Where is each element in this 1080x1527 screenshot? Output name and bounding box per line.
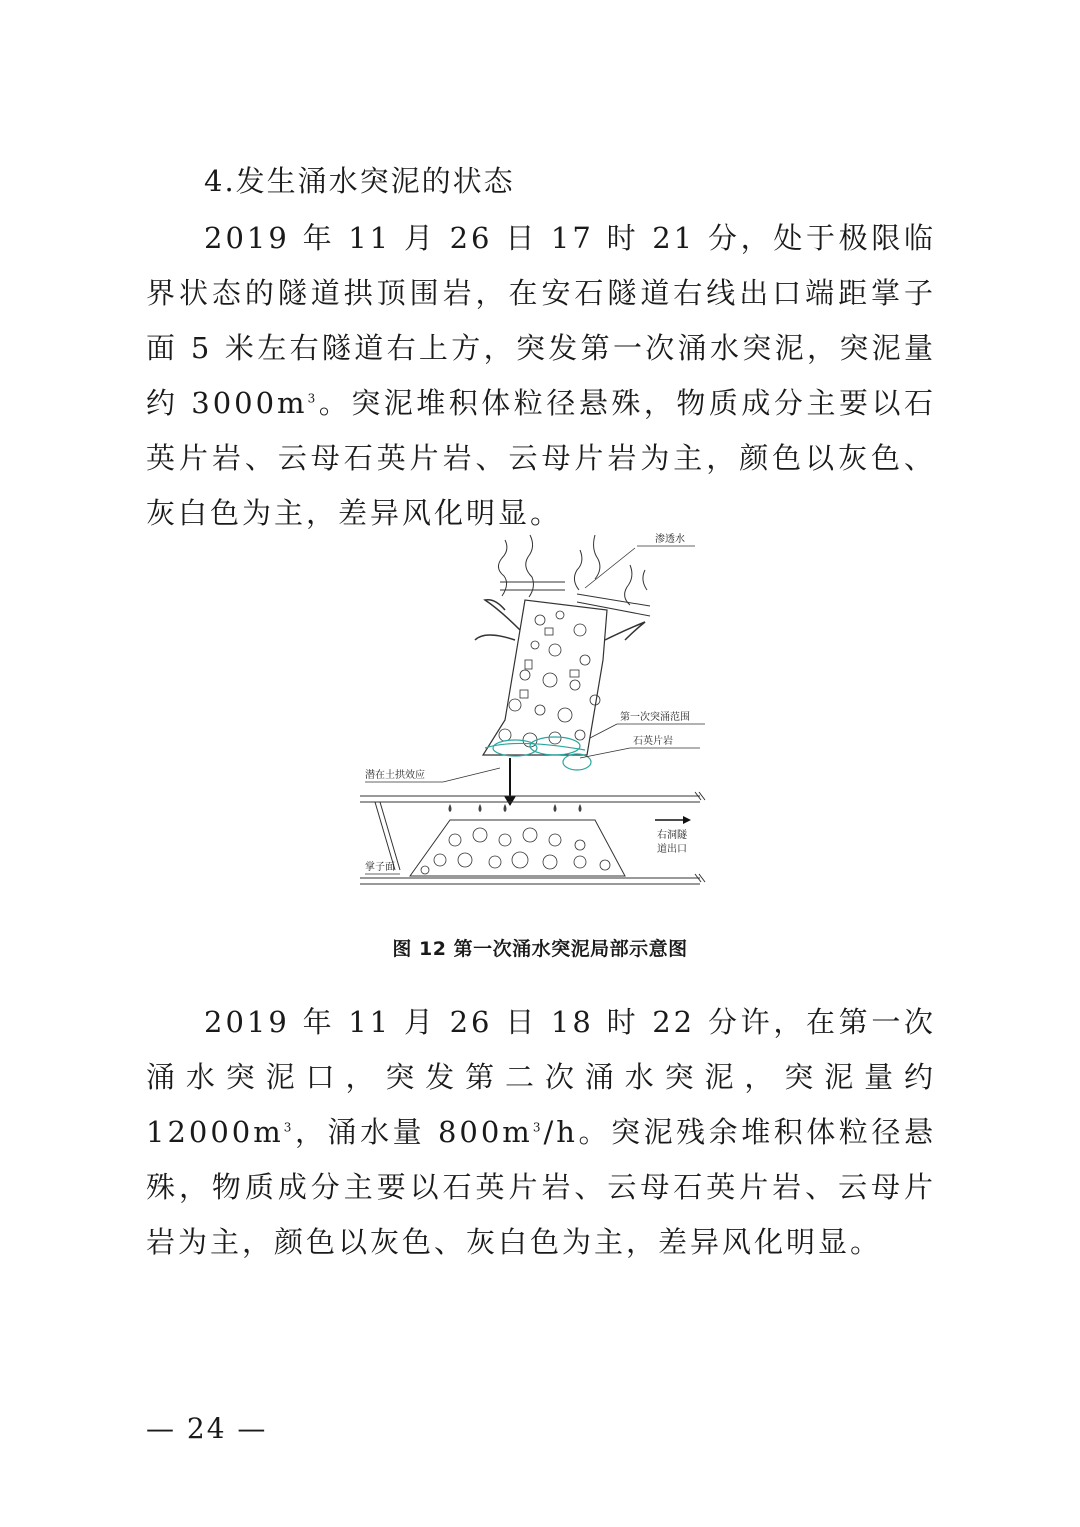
paragraph1-text-a: 2019 年 11 月 26 日 17 时 21 分，处于极限临界状态的隧道拱顶围岩，在安石隧道右线出口端距掌子面 5 米左右隧道右上方，突发第一次涌水突泥，突泥量约 3000m <box>146 221 936 420</box>
water-drops <box>449 804 582 812</box>
label-quartz-schist: 石英片岩 <box>633 736 673 747</box>
paragraph2-text-b: ，涌水量 800m <box>294 1115 533 1149</box>
figure-caption: 图 12 第一次涌水突泥局部示意图 <box>392 938 688 960</box>
paragraph2-text-a: 2019 年 11 月 26 日 18 时 22 分许，在第一次涌水突泥口，突发第二次涌水突泥，突泥量约 12000m <box>146 1005 936 1149</box>
paragraph-first-inrush <box>146 211 936 541</box>
section-heading: 4.发生涌水突泥的状态 <box>204 164 515 198</box>
label-tunnel-face: 掌子面 <box>365 862 395 873</box>
collapse-column <box>483 600 607 755</box>
label-tunnel-exit-2: 道出口 <box>657 844 687 855</box>
page-number: — 24 — <box>146 1412 268 1445</box>
inrush-diagram-svg <box>355 520 735 900</box>
paragraph-second-inrush <box>146 995 936 1270</box>
paragraph2-superscript-2: 3 <box>532 1120 544 1135</box>
paragraph1-superscript: 3 <box>307 391 319 406</box>
down-arrow <box>504 796 516 806</box>
label-potential-arch-effect: 潜在土拱效应 <box>365 770 425 781</box>
label-tunnel-exit-1: 右洞隧 <box>657 830 687 841</box>
figure-first-inrush-diagram <box>355 520 735 900</box>
seepage-lines <box>498 535 647 605</box>
paragraph1-text-b: 。突泥堆积体粒径悬殊，物质成分主要以石英片岩、云母石英片岩、云母片岩为主，颜色以灰色、灰白色为主，差异风化明显。 <box>146 386 936 530</box>
exit-direction-arrow <box>683 816 691 824</box>
seepage-leader <box>585 548 635 588</box>
label-first-inrush-range: 第一次突涌范围 <box>620 712 690 723</box>
paragraph2-text-c: /h。突泥残余堆积体粒径悬殊，物质成分主要以石英片岩、云母石英片岩、云母片岩为主，颜色以灰色、灰白色为主，差异风化明显。 <box>146 1115 936 1259</box>
label-seepage-water: 渗透水 <box>655 534 685 545</box>
paragraph2-superscript-1: 3 <box>283 1120 295 1135</box>
